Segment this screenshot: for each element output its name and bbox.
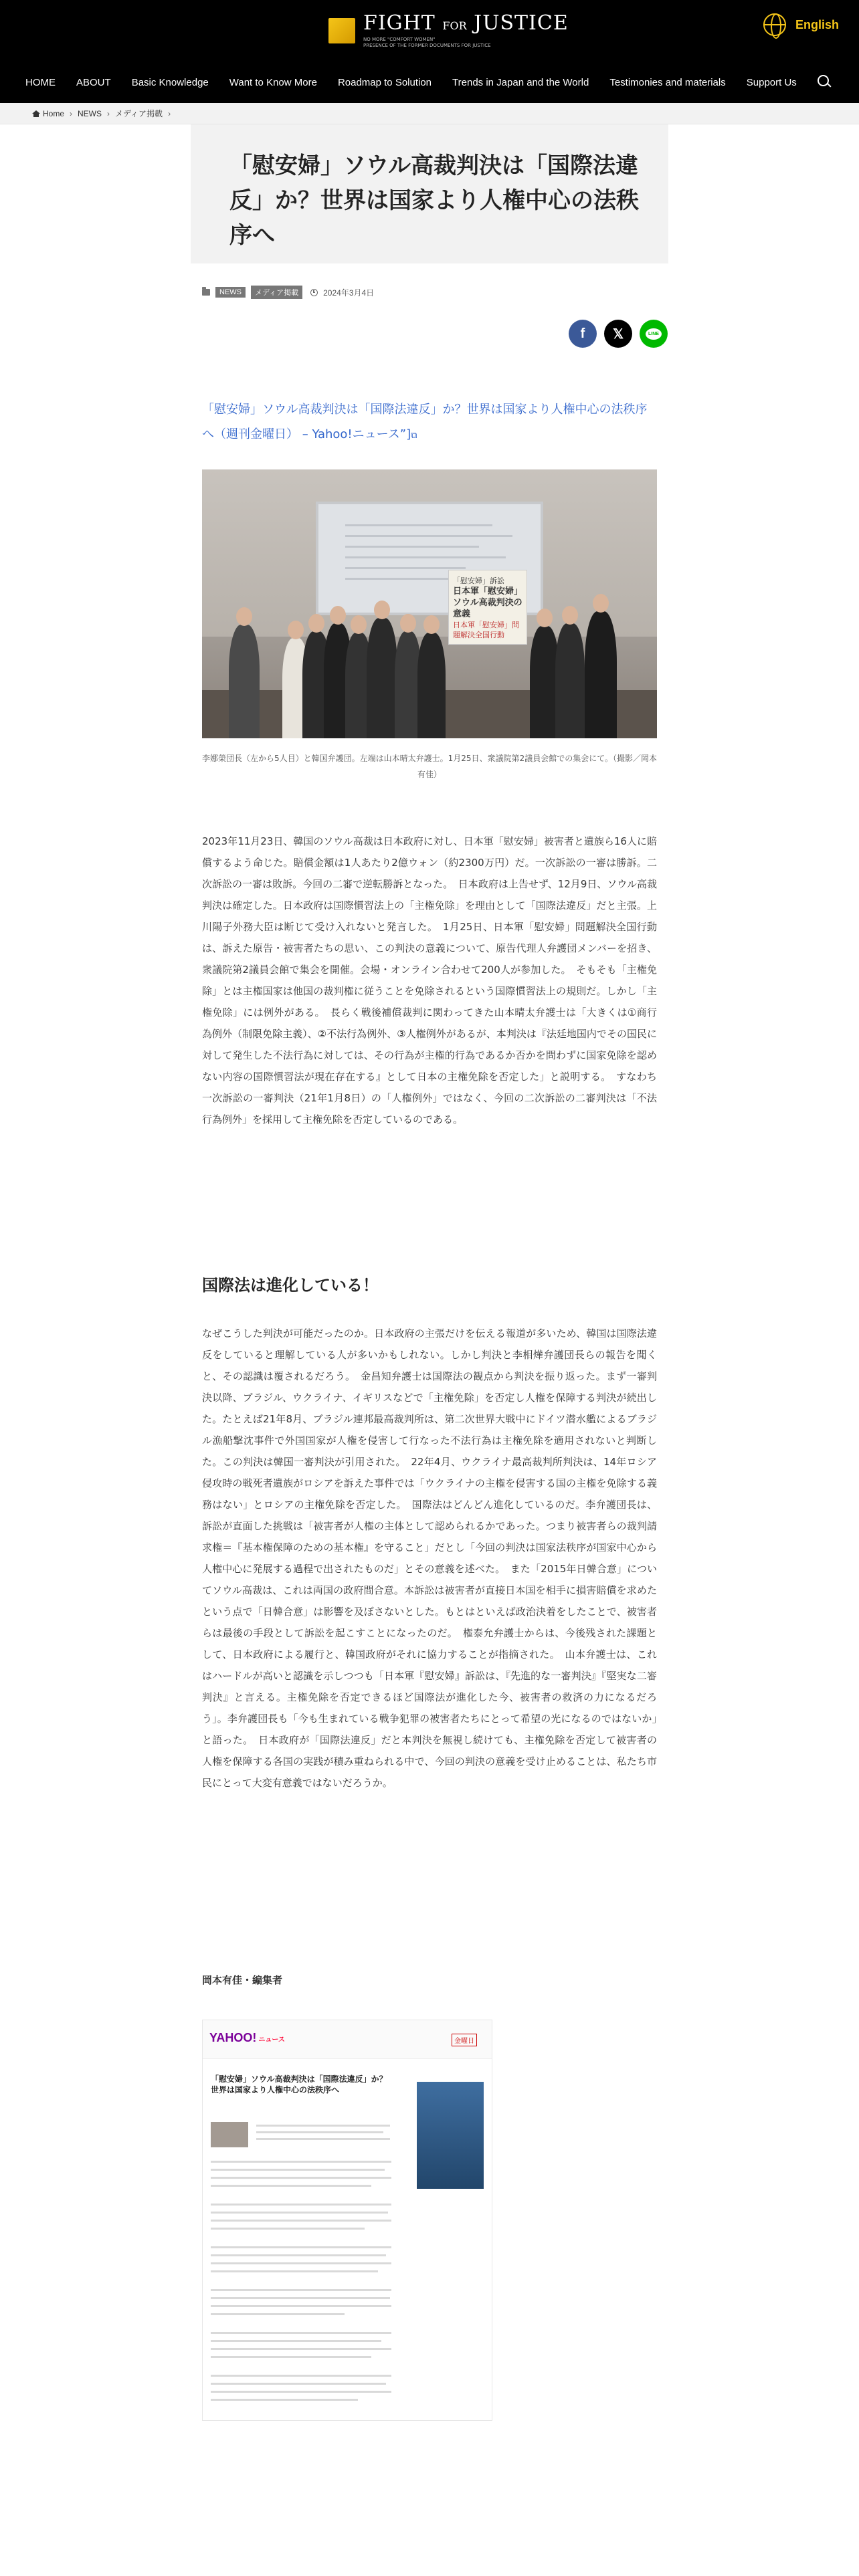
thumbnail-image bbox=[211, 2122, 248, 2147]
person bbox=[229, 625, 260, 738]
language-label: English bbox=[795, 17, 839, 31]
category-tag-news[interactable]: NEWS bbox=[215, 287, 246, 298]
clock-icon bbox=[310, 289, 318, 296]
publisher-badge: 金曜日 bbox=[452, 2034, 477, 2046]
search-icon[interactable] bbox=[818, 75, 831, 88]
person bbox=[585, 611, 617, 738]
screenshot-title: 「慰安婦」ソウル高裁判決は「国際法違反」か？世界は国家より人権中心の法秩序へ bbox=[211, 2074, 387, 2095]
language-switch[interactable] bbox=[763, 13, 839, 36]
source-article-link[interactable]: 「慰安婦」ソウル高裁判決は「国際法違反」か？世界は国家より人権中心の法秩序へ（週刊金曜日） – Yahoo!ニュース”]⧉ bbox=[202, 403, 648, 441]
chevron-right-icon: › bbox=[70, 108, 73, 118]
x-share-button[interactable] bbox=[604, 320, 632, 348]
event-banner: 「慰安婦」訴訟 日本軍「慰安婦」 ソウル高裁判決の意義 日本軍「慰安婦」問題解決全国行動 bbox=[448, 570, 527, 645]
site-logo[interactable] bbox=[328, 11, 569, 48]
ad-image bbox=[417, 2082, 484, 2189]
person bbox=[417, 633, 446, 738]
author-credit: 岡本有佳・編集者 bbox=[202, 1974, 283, 1986]
external-link-icon: ⧉ bbox=[411, 431, 417, 441]
line-share-button[interactable] bbox=[640, 320, 668, 348]
folder-icon bbox=[202, 289, 210, 296]
category-tag-media[interactable]: メディア掲載 bbox=[251, 286, 302, 299]
nav-home[interactable]: HOME bbox=[25, 76, 56, 88]
facebook-icon: f bbox=[580, 326, 585, 341]
logo-title: FIGHT FOR JUSTICE bbox=[363, 11, 569, 35]
breadcrumb-home[interactable]: Home bbox=[32, 109, 64, 118]
chevron-right-icon: › bbox=[168, 108, 171, 118]
breadcrumb-news[interactable]: NEWS bbox=[78, 108, 102, 118]
logo-mark-icon bbox=[328, 18, 355, 43]
home-icon bbox=[32, 110, 39, 117]
nav-support-us[interactable]: Support Us bbox=[746, 76, 797, 88]
share-buttons bbox=[569, 320, 668, 348]
photo-caption: 李娜榮団長（左から5人目）と韓国弁護団。左端は山本晴太弁護士。1月25日、衆議院第2議員会館での集会にて。（撮影／岡本有佳） bbox=[202, 754, 657, 779]
person bbox=[367, 618, 397, 738]
nav-basic-knowledge[interactable]: Basic Knowledge bbox=[131, 76, 209, 88]
logo-subtitle: NO MORE "COMFORT WOMEN" bbox=[363, 37, 436, 42]
breadcrumb bbox=[0, 103, 859, 124]
section-heading: 国際法は進化している！ bbox=[202, 1276, 379, 1295]
nav-about[interactable]: ABOUT bbox=[76, 76, 111, 88]
nav-roadmap[interactable]: Roadmap to Solution bbox=[337, 76, 432, 88]
post-date: 2024年3月4日 bbox=[323, 288, 375, 298]
facebook-share-button[interactable] bbox=[569, 320, 597, 348]
chevron-right-icon: › bbox=[107, 108, 110, 118]
x-icon: 𝕏 bbox=[612, 326, 624, 342]
nav-want-to-know-more[interactable]: Want to Know More bbox=[229, 76, 317, 88]
nav-testimonies[interactable]: Testimonies and materials bbox=[609, 76, 726, 88]
globe-icon bbox=[763, 13, 786, 36]
title-card bbox=[191, 124, 668, 263]
breadcrumb-media[interactable]: メディア掲載 bbox=[115, 109, 163, 118]
article-photo bbox=[202, 469, 657, 738]
line-icon: LINE bbox=[646, 328, 662, 340]
article-paragraph-1: 2023年11月23日、韓国のソウル高裁は日本政府に対し、日本軍「慰安婦」被害者と遺族ら16人に賠償するよう命じた。賠償金額は1人あたり2億ウォン（約2300万円）だ。一次訴訟の一審は勝訴。二次訴訟の一審は敗訴。今回の二審で逆転勝訴となった。 日本政府は上告せず、12月9日、ソウル高裁判決は確定した。日本政府は国際慣習法上の「主権免除」を理由として「国際法違反」だと主張。上川陽子外務大臣は断じて受け入れないと発言した。 1月25日、日本軍「慰安婦」問題解決全国行動は、訴えた原告・被害者たちの思い、この判決の意義について、原告代理人弁護団メンバーを招き、衆議院第2議員会館で集会を開催。会場・オンライン合わせて200人が参加した。 そもそも「主権免除」とは主権国家は他国の裁判権に従うことを免除されるという国際慣習法上の規則だ。しかし「主権免除」には例外がある。 長らく戦後補償裁判に関わってきた山本晴太弁護士は「大きくは①商行為例外（制限免除主義）、②不法行為例外、③人権例外があるが、本判決は『法廷地国内でその国民に対して発生した不法行為に対しては、その行為が主権的行為であるか否かを問わずに国家免除を認めない内容の国際慣習法が現在存在する』として日本の主権免除を否定した」と説明する。 すなわち一次訴訟の一審判決（21年1月8日）の「人権例外」ではなく、今回の二次訴訟の二審判決は「不法行為例外」を採用して主権免除を否定しているのである。 bbox=[202, 835, 657, 1125]
main-nav bbox=[0, 62, 859, 103]
yahoo-news-screenshot bbox=[202, 2020, 492, 2421]
yahoo-logo: YAHOO! ニュース bbox=[209, 2031, 285, 2044]
person bbox=[555, 623, 585, 738]
nav-trends[interactable]: Trends in Japan and the World bbox=[452, 76, 589, 88]
logo-subtitle-2: PRESENCE OF THE FORMER DOCUMENTS FOR JUSTICE bbox=[363, 43, 491, 48]
site-header bbox=[0, 0, 859, 62]
post-meta bbox=[202, 286, 374, 298]
page-title: 「慰安婦」ソウル高裁判決は「国際法違反」か？世界は国家より人権中心の法秩序へ bbox=[229, 152, 639, 249]
article-paragraph-2: なぜこうした判決が可能だったのか。日本政府の主張だけを伝える報道が多いため、韓国は国際法違反をしていると理解している人が多いかもしれない。しかし判決と李相燁弁護団長らの報告を聞くと、その認識は覆されるだろう。 金昌知弁護士は国際法の観点から判決を振り返った。まず一審判決以降、ブラジル、ウクライナ、イギリスなどで「主権免除」を否定し人権を保障する判決が続出した。たとえば21年8月、ブラジル連邦最高裁判所は、第二次世界大戦中にドイツ潜水艦によるブラジル漁船撃沈事件で外国国家が人権を侵害して行なった不法行為は主権免除を適用されないと判断した。この判決は韓国一審判決が引用された。 22年4月、ウクライナ最高裁判所判決は、14年ロシア侵攻時の戦死者遺族がロシアを訴えた事件では「ウクライナの主権を侵害する国の主権を免除する義務はない」とロシアの主権免除を否定した。 国際法はどんどん進化しているのだ。李弁護団長は、訴訟が直面した挑戦は「被害者が人権の主体として認められるかであった。つまり被害者らの裁判請求権＝『基本権保障のための基本権』を守ること」だとし「今回の判決は国家法秩序が国家中心から人権中心に発展する過程で出されたものだ」とその意義を述べた。 また「2015年日韓合意」についてソウル高裁は、これは両国の政府間合意。本訴訟は被害者が直接日本国を相手に損害賠償を求めたという点で「日韓合意」は影響を及ぼさないとした。もとはといえば政治決着をしたことで、被害者らは最後の手段として訴訟を起こすことになったのだ。 権泰允弁護士からは、今後残された課題として、日本政府による履行と、韓国政府がそれに協力することが指摘された。 山本弁護士は、これはハードルが高いと認識を示しつつも「日本軍『慰安婦』訴訟は、『先進的な一審判決』『堅実な二審判決』と言える。主権免除を否定できるほど国際法が進化した今、被害者の救済の力になるだろう」。李弁護団長も「今も生まれている戦争犯罪の被害者たちにとって希望の光になるのではないか」と語った。 日本政府が「国際法違反」だと本判決を無視し続けても、主権免除を否定して被害者の人権を保障する各国の実践が積み重ねられる中で、今回の判決の意義を受け止めることは、私たち市民にとって大変有意義ではないだろうか。 bbox=[202, 1327, 657, 1789]
